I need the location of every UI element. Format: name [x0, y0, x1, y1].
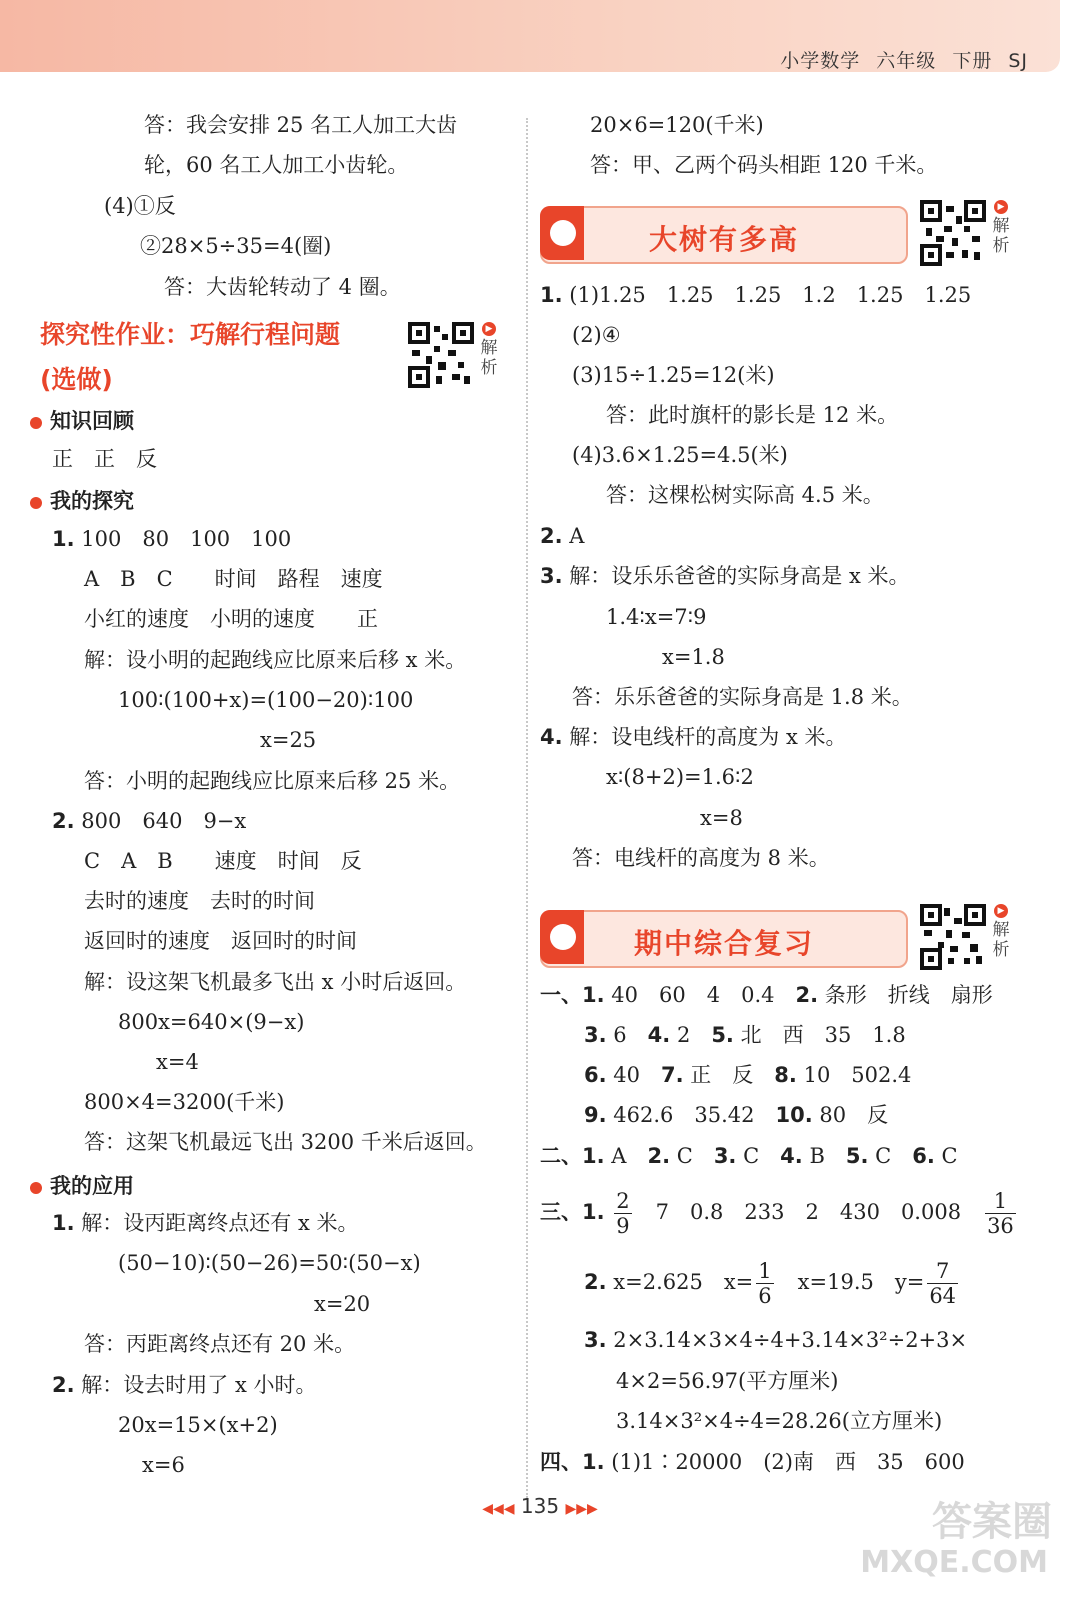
watermark-url: MXQE.COM — [860, 1545, 1048, 1580]
equation-line: 800x=640×(9−x) — [118, 1010, 305, 1034]
section-title: 探究性作业：巧解行程问题 — [40, 320, 341, 349]
answer-line: (4)①反 — [104, 194, 176, 218]
answer-line: 解：设这架飞机最多飞出 x 小时后返回。 — [84, 970, 467, 994]
answer-line: A B C 时间 路程 速度 — [84, 567, 383, 591]
qr-caption — [990, 904, 1012, 960]
question-line: 4. 解：设电线杆的高度为 x 米。 — [540, 725, 847, 749]
answer-line: 轮，60 名工人加工小齿轮。 — [144, 153, 409, 177]
question-line: 1. 解：设丙距离终点还有 x 米。 — [52, 1211, 359, 1235]
answer-line: 答：乐乐爸爸的实际身高是 1.8 米。 — [572, 685, 913, 709]
answer-line: 答：小明的起跑线应比原来后移 25 米。 — [84, 769, 461, 793]
bullet-icon — [30, 497, 42, 509]
answer-line: ②28×5÷35=4(圈) — [140, 234, 332, 258]
banner-title: 大树有多高 — [648, 223, 799, 256]
answer-line: 解：设小明的起跑线应比原来后移 x 米。 — [84, 648, 467, 672]
subsection-heading: 我的探究 — [30, 485, 134, 515]
equation-line: 4×2=56.97(平方厘米) — [616, 1369, 839, 1393]
qr-code-icon[interactable] — [920, 904, 986, 970]
header-edition: SJ — [1008, 50, 1028, 72]
fraction: $\frac{7}{64}$ — [929, 1259, 957, 1308]
review-line: 2. x=2.625 x= $\frac{1}{6}$ x=19.5 y= $\frac{7}{64}$ — [584, 1259, 957, 1308]
review-line: 6. 40 7. 正 反 8. 10 502.4 — [584, 1063, 912, 1087]
qr-code-icon[interactable] — [408, 322, 474, 388]
answer-line: 答：这架飞机最远飞出 3200 千米后返回。 — [84, 1130, 487, 1154]
fraction: $\frac{1}{6}$ — [758, 1259, 772, 1308]
play-icon: ▶ — [482, 322, 496, 336]
equation-line: 3.14×3²×4÷4=28.26(立方厘米) — [616, 1409, 943, 1433]
answer-line: 答：这棵松树实际高 4.5 米。 — [606, 483, 884, 507]
equation-line: 100∶(100+x)=(100−20)∶100 — [118, 688, 414, 712]
answer-line: 答：大齿轮转动了 4 圈。 — [164, 275, 401, 299]
page-number: ◀◀◀ 135 ▶▶▶ — [482, 1494, 598, 1518]
play-icon: ▶ — [994, 904, 1008, 918]
qr-caption — [990, 200, 1012, 256]
answer-line: 小红的速度 小明的速度 正 — [84, 607, 378, 631]
answer-line: 答：我会安排 25 名工人加工大齿 — [144, 113, 458, 137]
equation-line: 20x=15×(x+2) — [118, 1413, 278, 1437]
equation-line: x=25 — [260, 728, 317, 752]
answer-line: C A B 速度 时间 反 — [84, 849, 362, 873]
qr-caption-text: 解析 — [992, 920, 1010, 960]
equation-line: x∶(8+2)=1.6∶2 — [606, 765, 754, 789]
book-header — [764, 46, 1028, 73]
fraction: $\frac{2}{9}$ — [616, 1189, 630, 1238]
equation-line: 20×6=120(千米) — [590, 113, 764, 137]
qr-caption-text: 解析 — [480, 338, 498, 378]
equation-line: x=8 — [700, 806, 743, 830]
review-line: 四、1. (1)1∶20000 (2)南 西 35 600 — [540, 1450, 965, 1474]
question-line: 2. A — [540, 524, 585, 548]
equation-line: (4)3.6×1.25=4.5(米) — [572, 443, 788, 467]
section-banner — [540, 910, 908, 968]
answer-line: 答：此时旗杆的影长是 12 米。 — [606, 403, 899, 427]
subsection-heading: 我的应用 — [30, 1170, 134, 1200]
review-line: 3. 6 4. 2 5. 北 西 35 1.8 — [584, 1023, 906, 1047]
equation-line: 3. 2×3.14×3×4÷4+3.14×3²÷2+3× — [584, 1328, 968, 1352]
subsection-heading: 知识回顾 — [30, 405, 134, 435]
answer-line: 答：电线杆的高度为 8 米。 — [572, 846, 830, 870]
question-line: 1. 100 80 100 100 — [52, 527, 292, 551]
section-banner — [540, 206, 908, 264]
review-line: 一、1. 40 60 4 0.4 2. 条形 折线 扇形 — [540, 983, 993, 1007]
equation-line: x=4 — [156, 1050, 199, 1074]
fraction: $\frac{1}{36}$ — [987, 1189, 1014, 1238]
equation-line: x=6 — [142, 1453, 185, 1477]
header-term: 下册 — [952, 50, 993, 72]
answer-line: 返回时的速度 返回时的时间 — [84, 929, 357, 953]
question-line: 3. 解：设乐乐爸爸的实际身高是 x 米。 — [540, 564, 910, 588]
equation-line: (50−10)∶(50−26)=50∶(50−x) — [118, 1251, 421, 1275]
qr-caption — [478, 322, 500, 378]
equation-line: (3)15÷1.25=12(米) — [572, 363, 775, 387]
answer-line: 答：丙距离终点还有 20 米。 — [84, 1332, 356, 1356]
equation-line: x=1.8 — [662, 645, 725, 669]
answer-line: 答：甲、乙两个码头相距 120 千米。 — [590, 153, 938, 177]
equation-line: 800×4=3200(千米) — [84, 1090, 285, 1114]
play-icon: ▶ — [994, 200, 1008, 214]
qr-code-icon[interactable] — [920, 200, 986, 266]
question-line: 2. 800 640 9−x — [52, 809, 247, 833]
bullet-icon — [30, 1182, 42, 1194]
answer-line: 去时的速度 去时的时间 — [84, 889, 315, 913]
section-title-note: (选做) — [40, 365, 113, 394]
equation-line: x=20 — [314, 1292, 371, 1316]
equation-line: 1.4∶x=7∶9 — [606, 605, 707, 629]
answer-line: (2)④ — [572, 323, 621, 347]
header-grade: 六年级 — [876, 50, 937, 72]
header-subject: 小学数学 — [780, 50, 861, 72]
review-line: 二、1. A 2. C 3. C 4. B 5. C 6. C — [540, 1144, 958, 1168]
answer-line: 正 正 反 — [52, 447, 157, 471]
question-line: 2. 解：设去时用了 x 小时。 — [52, 1373, 317, 1397]
prev-arrows-icon: ◀◀◀ — [482, 1501, 515, 1517]
review-line: 9. 462.6 35.42 10. 80 反 — [584, 1103, 889, 1127]
question-line: 1. (1)1.25 1.25 1.25 1.2 1.25 1.25 — [540, 283, 972, 307]
review-line: 三、1. $\frac{2}{9}$ 7 0.8 233 2 430 0.008 $\frac{1}{36}$ — [540, 1189, 1014, 1238]
bullet-icon — [30, 417, 42, 429]
qr-caption-text: 解析 — [992, 216, 1010, 256]
next-arrows-icon: ▶▶▶ — [565, 1501, 598, 1517]
watermark-logo: 答案圈 — [932, 1499, 1052, 1545]
banner-title: 期中综合复习 — [633, 927, 814, 960]
column-divider — [526, 118, 528, 1498]
